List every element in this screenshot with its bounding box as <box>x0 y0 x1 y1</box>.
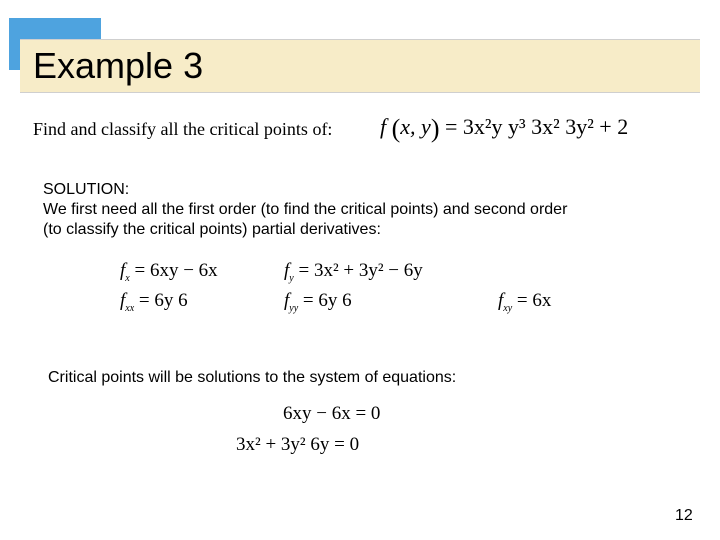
derivative-fxy: $f_{xy} = 6x$ <box>498 290 552 314</box>
problem-prompt: Find and classify all the critical points of: <box>33 119 333 139</box>
slide-title: Example 3 <box>33 45 204 86</box>
system-intro: Critical points will be solutions to the system of equations: <box>48 369 457 386</box>
function-rhs: = 3x²y y³ 3x² 3y² + 2 <box>445 114 629 139</box>
system-equation-1: 6xy − 6x = 0 <box>283 403 381 424</box>
solution-heading: SOLUTION: <box>43 181 130 198</box>
solution-line-2: (to classify the critical points) partial derivatives: <box>43 221 381 238</box>
function-args: x, y <box>400 114 431 139</box>
page-number: 12 <box>675 507 693 524</box>
function-definition: f (x, y) = 3x²y y³ 3x² 3y² + 2 <box>380 114 629 143</box>
solution-line-1: We first need all the first order (to find the critical points) and second order <box>43 201 568 218</box>
solution-text <box>43 180 683 240</box>
derivative-fx: $f_x = 6xy - 6x$ <box>120 260 218 284</box>
system-equation-2: 3x² + 3y² 6y = 0 <box>236 434 360 455</box>
function-name: f <box>380 114 387 139</box>
derivative-fyy: $f_{yy} = 6y$ 6 <box>284 290 352 314</box>
derivative-fxx: $f_{xx} = 6y$ 6 <box>120 290 188 314</box>
derivative-fy: $f_y = 3x^2 + 3y^2 - 6y$ <box>284 260 423 284</box>
